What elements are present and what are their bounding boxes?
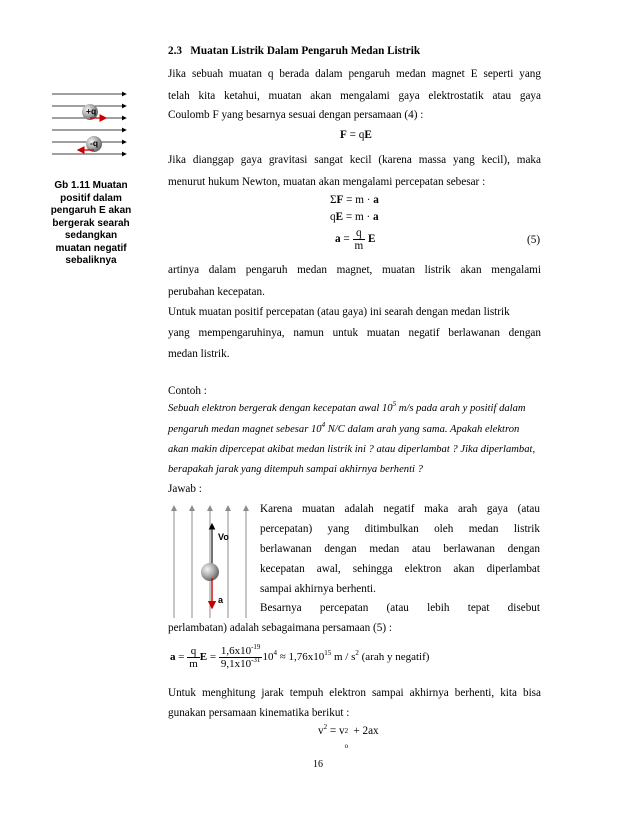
- eq-kin-v-sup: 2: [323, 723, 328, 731]
- answer-line-1: Karena muatan adalah negatif maka arah gaya (atau: [260, 503, 540, 515]
- equation-qe: [330, 210, 379, 224]
- eq-res-mult: 10: [262, 651, 274, 664]
- para4-line-3: medan listrik.: [168, 348, 230, 360]
- para5-line-1: Untuk menghitung jarak tempuh elektron sampai akhirnya berhenti, kita bisa: [168, 687, 541, 699]
- a-label: a: [218, 595, 224, 605]
- eq-a-rhs: E: [365, 233, 376, 246]
- figure-caption: [50, 180, 132, 268]
- para5-line-2: gunakan persamaan kinematika berikut :: [168, 707, 350, 719]
- answer-line-2: percepatan) yang ditimbulkan oleh medan listrik: [260, 523, 540, 535]
- eq-a-fraction: [353, 227, 366, 252]
- problem-line-1: [168, 402, 541, 416]
- eq-res-frac1: [187, 645, 200, 670]
- problem-l2-b: N/C dalam arah yang sama. Apakah elektron: [325, 424, 520, 435]
- eq-kin-v: v: [318, 725, 324, 737]
- eq-qe-mid: = m ·: [343, 211, 373, 223]
- problem-l2-sup: 4: [321, 421, 326, 429]
- negative-charge-label: -q: [90, 138, 99, 148]
- section-title: Muatan Listrik Dalam Pengaruh Medan Listrik: [190, 45, 421, 57]
- eq-res-rhs: E: [199, 651, 208, 664]
- equation-force: [340, 128, 372, 142]
- answer-line-4: kecepatan awal, sehingga elektron akan diperlambat: [260, 563, 540, 575]
- caption-line-2: positif dalam: [60, 192, 122, 204]
- jawab-label: Jawab :: [168, 483, 202, 495]
- eq-res-eq2: =: [207, 651, 219, 664]
- positive-charge-label: +q: [86, 106, 97, 116]
- problem-l2-a: pengaruh medan magnet sebesar 10: [168, 424, 322, 435]
- caption-line-7: sebaliknya: [65, 255, 117, 266]
- caption-line-5: sedangkan: [64, 230, 118, 241]
- eq-res-approx-sup: 15: [324, 649, 332, 658]
- page-number: 16: [313, 759, 323, 770]
- eq-sum-mid: = m ·: [343, 194, 374, 206]
- caption-line-6: muatan negatif: [55, 242, 127, 254]
- eq-qe-lhs: E: [335, 211, 344, 223]
- para3-line-1: artinya dalam pengaruh medan magnet, muatan listrik akan mengalami: [168, 264, 541, 276]
- eq-res-unit: m / s: [331, 651, 356, 664]
- equation-acceleration: [335, 227, 375, 252]
- problem-line-2: [168, 423, 519, 437]
- answer-line-3: berlawanan dengan medan atau berlawanan dengan: [260, 543, 540, 555]
- eq-res-den2-sup: -31: [251, 656, 261, 664]
- caption-line-3: pengaruh E akan: [50, 205, 132, 216]
- caption-line-4: bergerak searah: [52, 217, 130, 229]
- equation-number-5: (5): [527, 234, 541, 246]
- figure-electron-field: [166, 500, 258, 620]
- equation-kinematics: $v^2 = v$ 2 o + 2ax: [318, 724, 379, 738]
- answer-line-5: sampai akhirnya berhenti.: [260, 583, 376, 595]
- eq-force-mid: = q: [346, 129, 365, 141]
- eq-kin-v0-sub: o: [344, 742, 349, 750]
- eq-res-mult-sup: 4: [273, 649, 277, 658]
- contoh-label: Contoh :: [168, 385, 207, 397]
- equation-result: [170, 645, 429, 670]
- eq-a-lhs: a: [335, 233, 341, 246]
- caption-line-1: Gb 1.11 Muatan: [54, 180, 128, 191]
- eq-res-frac2: [219, 645, 263, 670]
- eq-force-rhs: E: [364, 129, 372, 141]
- vo-label: Vo: [218, 532, 229, 542]
- para2-line-1: Jika dianggap gaya gravitasi sangat kecil (karena massa yang kecil), maka: [168, 154, 541, 166]
- eq-res-lhs: a: [170, 651, 176, 664]
- eq-sum-lhs: F: [336, 194, 344, 206]
- problem-l1-b: m/s pada arah y positif dalam: [396, 403, 526, 414]
- problem-line-4: berapakah jarak yang ditempuh sampai akhirnya berhenti ?: [168, 464, 423, 475]
- answer-line-6: Besarnya percepatan (atau lebih tepat disebut: [260, 602, 540, 614]
- problem-l1-a: Sebuah elektron bergerak dengan kecepatan awal 10: [168, 403, 393, 414]
- eq-res-den: m: [189, 658, 198, 670]
- electron: [201, 563, 219, 581]
- para3-line-2: perubahan kecepatan.: [168, 286, 265, 298]
- eq-res-num: q: [187, 645, 200, 658]
- eq-res-den2-base: 9,1x10: [220, 658, 252, 670]
- eq-qe-rhs: a: [373, 211, 379, 223]
- problem-l1-sup: 5: [392, 400, 397, 408]
- figure-field-charges: [50, 88, 130, 166]
- eq-res-den2: [219, 658, 263, 670]
- eq-kin-rest: + 2ax: [350, 725, 379, 737]
- eq-res-unit-sup: 2: [355, 649, 359, 658]
- eq-a-num: q: [353, 227, 366, 240]
- eq-kin-eq: = v: [327, 725, 345, 737]
- intro-line-2: telah kita ketahui, muatan akan mengalami gaya elektrostatik atau gaya: [168, 90, 541, 102]
- eq-qe-pre: q: [330, 211, 336, 223]
- intro-line-3: Coulomb F yang besarnya sesuai dengan persamaan (4) :: [168, 109, 424, 121]
- para4-line-2: yang mempengaruhinya, namun untuk muatan negatif berlawanan dengan: [168, 327, 541, 339]
- intro-line-1: Jika sebuah muatan q berada dalam pengaruh medan magnet E seperti yang: [168, 68, 541, 80]
- answer-continuation: perlambatan) adalah sebagaimana persamaan (5) :: [168, 622, 392, 634]
- eq-res-num2-sup: -19: [251, 643, 261, 651]
- eq-res-direction: (arah y negatif): [358, 651, 430, 664]
- eq-res-num2-base: 1,6x10: [220, 645, 252, 657]
- problem-line-3: akan makin dipercepat akibat medan listrik ini ? atau diperlambat ? Jika diperlambat,: [168, 444, 536, 455]
- section-number: 2.3: [168, 45, 182, 57]
- eq-res-approx: ≈ 1,76x10: [276, 651, 325, 664]
- eq-res-eq: =: [175, 651, 188, 664]
- eq-a-den: m: [354, 240, 364, 252]
- eq-a-eq: =: [340, 233, 353, 246]
- eq-force-lhs: F: [340, 129, 347, 141]
- eq-sum-pre: Σ: [330, 194, 337, 206]
- section-heading: [168, 44, 420, 58]
- para2-line-2: menurut hukum Newton, muatan akan mengalami percepatan sebesar :: [168, 176, 486, 188]
- eq-sum-rhs: a: [373, 194, 379, 206]
- equation-sum-force: [330, 193, 379, 207]
- para4-line-1: Untuk muatan positif percepatan (atau gaya) ini searah dengan medan listrik: [168, 306, 510, 318]
